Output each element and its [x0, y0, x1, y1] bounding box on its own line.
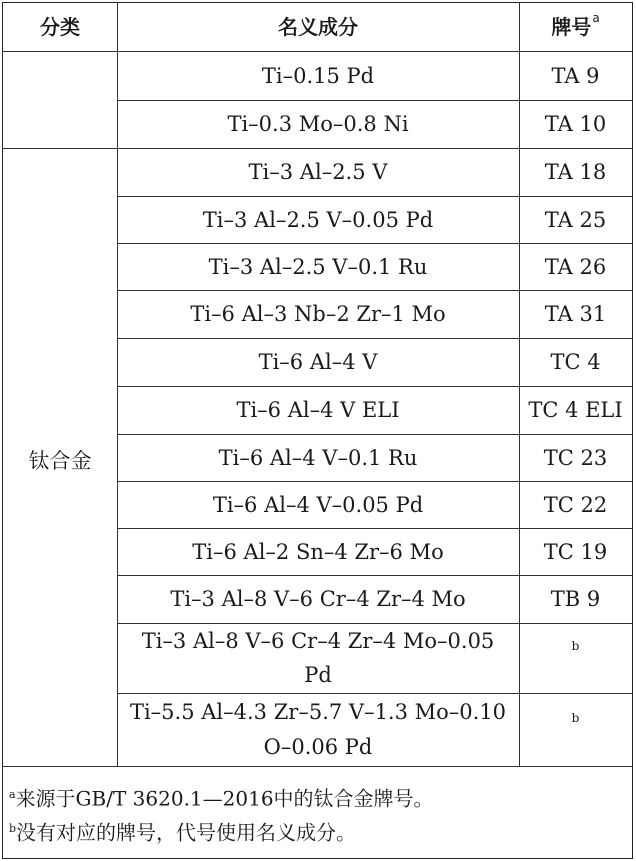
table-row-composition: Ti–3 Al–2.5 V	[248, 160, 388, 184]
footnote-ref-b: b	[571, 711, 580, 725]
table-row-grade: TA 31	[544, 302, 607, 326]
table-row-grade: TA 25	[544, 207, 607, 232]
table-row-grade: TC 23	[543, 445, 608, 470]
header-composition-label: 名义成分	[278, 15, 358, 39]
table-row-grade: TB 9	[550, 587, 601, 611]
table-row-composition: Ti–0.15 Pd	[261, 63, 375, 88]
header-composition	[117, 3, 519, 51]
category-titanium-alloy	[3, 148, 117, 766]
table-row-composition: Ti–6 Al–4 V	[258, 350, 378, 374]
footnote-a	[9, 781, 434, 813]
table-row-grade: TC 19	[543, 539, 608, 564]
footnote-b	[9, 815, 356, 847]
table-row-grade: TC 4	[550, 350, 601, 374]
header-category	[3, 3, 117, 51]
table-row-grade	[519, 623, 632, 693]
footnote-ref-b: b	[571, 639, 580, 653]
table-row-composition: Ti–6 Al–4 V–0.05 Pd	[212, 492, 424, 517]
table-row-grade: TA 9	[551, 63, 600, 88]
table-row-composition: Ti–6 Al–2 Sn–4 Zr–6 Mo	[192, 539, 444, 564]
table-row-grade	[519, 693, 632, 766]
table-row-grade: TC 22	[543, 492, 608, 517]
table-row-composition: Ti–3 Al–2.5 V–0.05 Pd	[202, 207, 434, 232]
header-category-label: 分类	[40, 15, 80, 39]
table-row-grade: TA 18	[544, 160, 607, 184]
table-row-composition: Ti–5.5 Al–4.3 Zr–5.7 V–1.3 Mo–0.10 O–0.06 Pd	[129, 699, 507, 759]
table-row-composition: Ti–6 Al–3 Nb–2 Zr–1 Mo	[190, 302, 446, 326]
footnote-b-text: 没有对应的牌号，代号使用名义成分。	[16, 820, 357, 845]
footnote-ref-a: a	[592, 11, 600, 25]
footnote-a-text: 来源于GB/T 3620.1—2016中的钛合金牌号。	[15, 786, 434, 811]
table-row-composition: Ti–3 Al–2.5 V–0.1 Ru	[208, 254, 428, 279]
alloy-grade-table	[2, 2, 633, 859]
table-row-composition: Ti–3 Al–8 V–6 Cr–4 Zr–4 Mo	[170, 587, 466, 611]
table-row-grade: TA 10	[544, 112, 607, 136]
table-row-grade: TC 4 ELI	[528, 398, 623, 422]
table-row-grade: TA 26	[544, 254, 607, 279]
footnote-b-mark: b	[9, 822, 17, 835]
category-label: 钛合金	[28, 449, 92, 473]
rule	[3, 766, 632, 767]
footnote-a-mark: a	[9, 788, 16, 801]
table-row-composition: Ti–0.3 Mo–0.8 Ni	[227, 112, 409, 136]
header-grade	[519, 3, 632, 51]
header-grade-label: 牌号	[551, 15, 592, 39]
table-row-composition: Ti–3 Al–8 V–6 Cr–4 Zr–4 Mo–0.05 Pd	[141, 629, 495, 687]
table-row-composition: Ti–6 Al–4 V–0.1 Ru	[218, 445, 418, 470]
table-row-composition: Ti–6 Al–4 V ELI	[236, 398, 400, 422]
